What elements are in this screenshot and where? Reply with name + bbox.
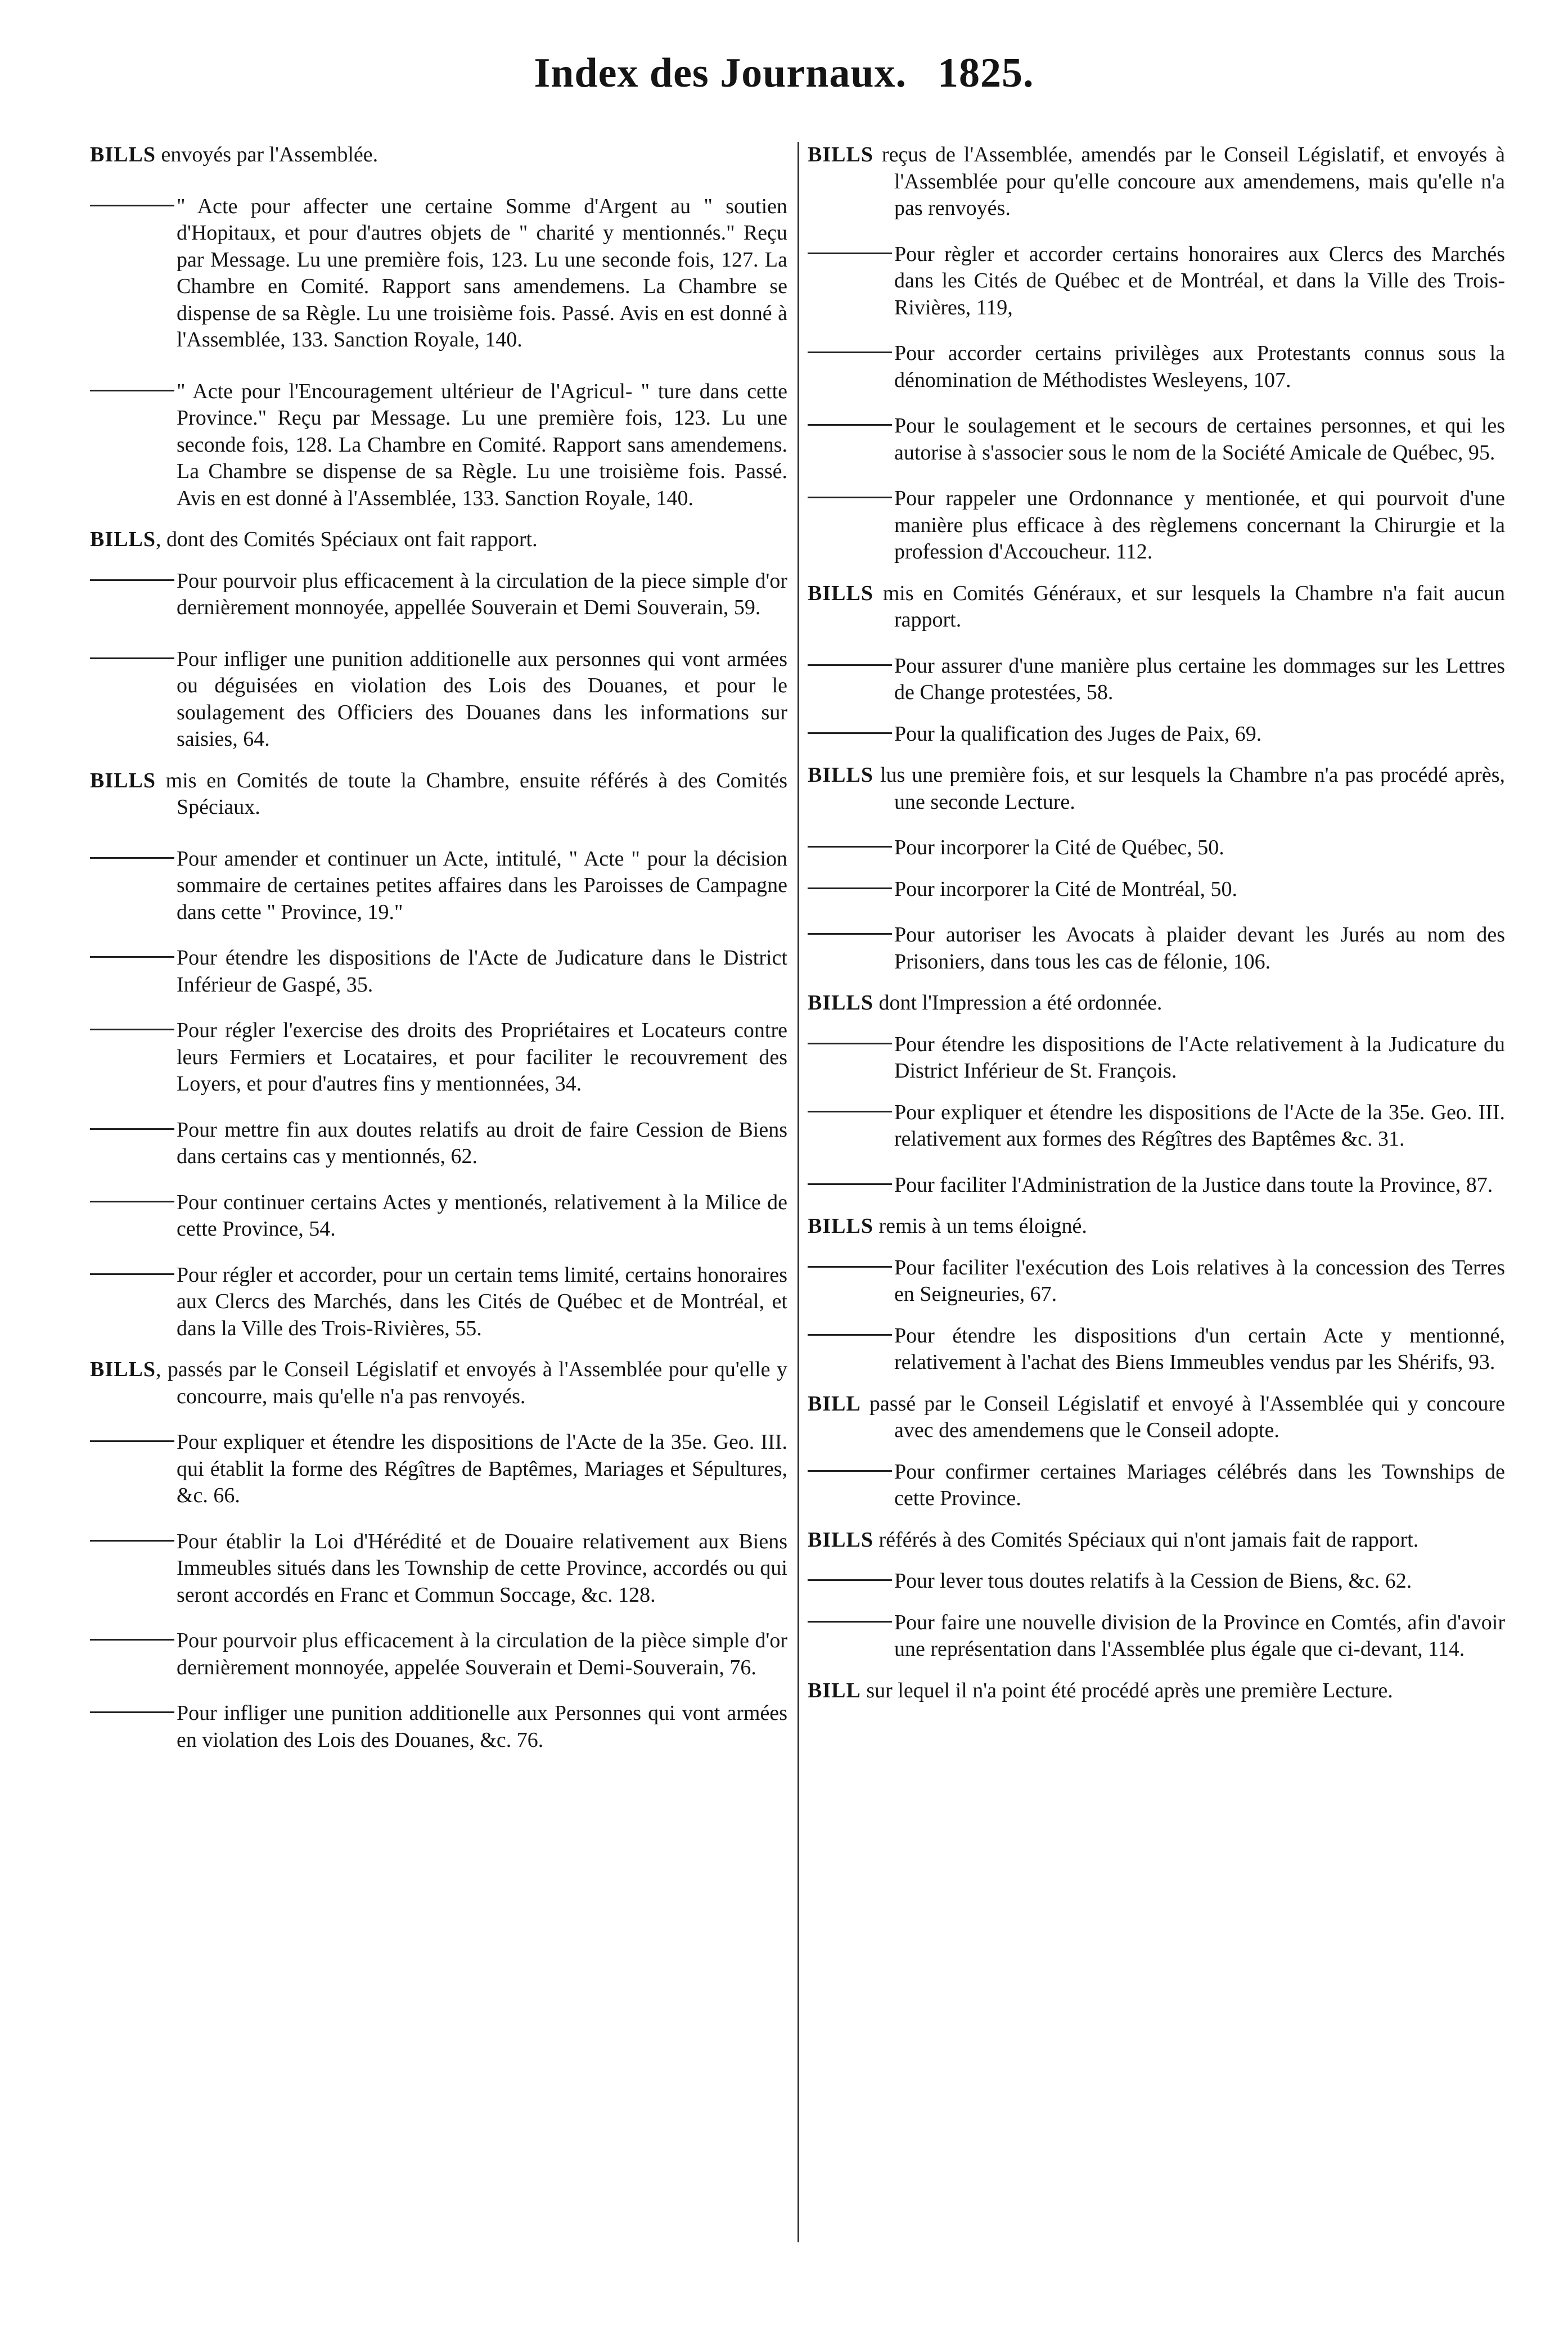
bill-entry (808, 922, 1505, 975)
bill-entry (90, 1628, 787, 1681)
entry-dash (90, 1711, 174, 1713)
heading-keyword: BILL (808, 1678, 861, 1702)
title-year: 1825. (938, 50, 1034, 96)
page-title (0, 49, 1568, 97)
section-heading (808, 1213, 1505, 1240)
entry-dash (90, 390, 174, 391)
bill-entry (808, 835, 1505, 862)
heading-keyword: BILLS (90, 528, 156, 551)
entry-dash (808, 1111, 892, 1112)
entry-dash (90, 1128, 174, 1130)
bill-entry (808, 1100, 1505, 1153)
entry-dash (808, 1043, 892, 1044)
heading-text: sur lequel il n'a point été procédé après une première Lecture. (860, 1678, 1393, 1702)
entry-text: Pour faciliter l'exécution des Lois relatives à la concession des Terres en Seigneuries, 67. (894, 1255, 1505, 1306)
heading-keyword: BILLS (808, 143, 873, 166)
bill-entry (90, 1262, 787, 1342)
entry-text: Pour la qualification des Juges de Paix, 69. (894, 722, 1262, 746)
bill-entry (90, 846, 787, 926)
bill-entry (808, 340, 1505, 394)
bill-entry (90, 568, 787, 621)
heading-text: lus une première fois, et sur lesquels la Chambre n'a pas procédé après, une seconde Lecture. (873, 763, 1505, 814)
heading-keyword: BILLS (90, 768, 156, 792)
entry-text: Pour infliger une punition additionelle aux personnes qui vont armées ou déguisées en violation des Lois des Douanes, et pour le soulagement des Officiers des Douanes dans les informations sur saisies, 64. (177, 647, 787, 751)
entry-text: Pour étendre les dispositions de l'Acte de Judicature dans le District Inférieur de Gaspé, 35. (177, 946, 787, 997)
entry-text: Pour assurer d'une manière plus certaine les dommages sur les Lettres de Change protestées, 58. (894, 654, 1505, 704)
bill-entry (808, 1255, 1505, 1308)
heading-keyword: BILLS (808, 1528, 873, 1552)
entry-dash (808, 424, 892, 426)
entry-dash (808, 1334, 892, 1336)
bill-entry (808, 876, 1505, 903)
heading-text: envoyés par l'Assemblée. (155, 143, 379, 166)
entry-dash (90, 579, 174, 581)
entry-text: Pour étendre les dispositions de l'Acte relativement à la Judicature du District Inférieur de St. François. (894, 1032, 1505, 1083)
entry-dash (90, 1639, 174, 1641)
entry-text: Pour continuer certains Actes y mentionés, relativement à la Milice de cette Province, 54. (177, 1190, 787, 1241)
entry-dash (808, 1183, 892, 1185)
entry-text: Pour expliquer et étendre les dispositions de l'Acte de la 35e. Geo. III. relativement aux formes des Régîtres des Baptêmes &c. 31. (894, 1100, 1505, 1151)
entry-dash (808, 732, 892, 734)
column-divider (797, 142, 799, 2242)
bill-entry (90, 1700, 787, 1754)
section-heading (808, 1391, 1505, 1444)
entry-text: Pour faire une nouvelle division de la Province en Comtés, afin d'avoir une représentation dans l'Assemblée plus égale que ci-devant, 114. (894, 1610, 1505, 1661)
section-heading (808, 762, 1505, 815)
entry-dash (808, 497, 892, 498)
entry-text: " Acte pour affecter une certaine Somme d'Argent au " soutien d'Hopitaux, et pour d'autres objets de " charité y mentionnés." Reçu par Message. Lu une première fois, 123. Lu une seconde fois, 127. La Chambre en Comité. Rapport sans amendemens. La Chambre se dispense de sa Règle. Lu une troisième fois. Passé. Avis en est donné à l'Assemblée, 133. Sanction Royale, 140. (177, 194, 787, 352)
section-heading (808, 142, 1505, 222)
heading-text: remis à un tems éloigné. (873, 1214, 1087, 1238)
entry-dash (808, 1579, 892, 1581)
bill-entry (90, 1529, 787, 1609)
left-column (90, 142, 787, 1754)
entry-dash (90, 1029, 174, 1030)
heading-keyword: BILLS (808, 1214, 873, 1238)
bill-entry (90, 1189, 787, 1243)
entry-text: Pour infliger une punition additionelle aux Personnes qui vont armées en violation des Lois des Douanes, &c. 76. (177, 1701, 787, 1752)
heading-keyword: BILL (808, 1391, 861, 1416)
entry-text: Pour autoriser les Avocats à plaider devant les Jurés au nom des Prisoniers, dans tous les cas de félonie, 106. (894, 923, 1505, 974)
entry-dash (90, 956, 174, 958)
entry-dash (808, 1621, 892, 1623)
bill-entry (808, 1459, 1505, 1512)
entry-text: Pour incorporer la Cité de Montréal, 50. (894, 877, 1237, 901)
bill-entry (90, 1017, 787, 1098)
section-heading (90, 526, 787, 553)
bill-entry (90, 379, 787, 512)
entry-dash (90, 205, 174, 206)
entry-text: Pour régler l'exercise des droits des Propriétaires et Locateurs contre leurs Fermiers et Locataires, et pour faciliter le recouvrement des Loyers, et pour d'autres fins y mentionnées, 34. (177, 1019, 787, 1096)
heading-keyword: BILLS (808, 581, 873, 605)
heading-keyword: BILLS (90, 143, 156, 166)
entry-dash (808, 887, 892, 889)
bill-entry (808, 1568, 1505, 1595)
entry-text: " Acte pour l'Encouragement ultérieur de l'Agricul- " ture dans cette Province." Reçu par Message. Lu une première fois, 123. Lu une seconde fois, 128. La Chambre en Comité. Rapport sans amendemens. La Chambre se dispense de sa Règle. Lu une troisième fois. Passé. Avis en est donné à l'Assemblée, 133. Sanction Royale, 140. (177, 379, 787, 510)
bill-entry (808, 241, 1505, 322)
entry-text: Pour règler et accorder certains honoraires aux Clercs des Marchés dans les Cités de Québec et de Montréal, et dans la Ville des Trois-Rivières, 119, (894, 242, 1505, 319)
entry-text: Pour lever tous doutes relatifs à la Cession de Biens, &c. 62. (894, 1569, 1412, 1593)
entry-dash (808, 846, 892, 848)
bill-entry (808, 413, 1505, 466)
entry-text: Pour établir la Loi d'Hérédité et de Douaire relativement aux Biens Immeubles situés dans les Township de cette Province, accordés ou qui seront accordés en Franc et Commun Soccage, &c. 128. (177, 1529, 787, 1607)
title-text: Index des Journaux. (534, 50, 907, 96)
entry-text: Pour régler et accorder, pour un certain tems limité, certains honoraires aux Clercs des Marchés, dans les Cités de Québec et de Montréal, et dans la Ville des Trois-Rivières, 55. (177, 1263, 787, 1340)
heading-text: mis en Comités de toute la Chambre, ensuite référés à des Comités Spéciaux. (155, 768, 787, 819)
entry-text: Pour incorporer la Cité de Québec, 50. (894, 836, 1224, 859)
section-heading (808, 1678, 1505, 1705)
heading-text: reçus de l'Assemblée, amendés par le Conseil Législatif, et envoyés à l'Assemblée pour qu'elle concoure aux amendemens, mais qu'elle n'a pas renvoyés. (873, 143, 1505, 220)
entry-dash (808, 352, 892, 353)
bill-entry (90, 1117, 787, 1170)
entry-text: Pour pourvoir plus efficacement à la circulation de la piece simple d'or dernièrement monnoyée, appellée Souverain et Demi Souverain, 59. (177, 569, 787, 619)
bill-entry (808, 721, 1505, 748)
heading-text: dont l'Impression a été ordonnée. (873, 991, 1163, 1015)
section-heading (90, 142, 787, 169)
entry-dash (808, 1266, 892, 1268)
section-heading (90, 1357, 787, 1410)
entry-text: Pour faciliter l'Administration de la Justice dans toute la Province, 87. (894, 1173, 1493, 1197)
entry-text: Pour amender et continuer un Acte, intitulé, " Acte " pour la décision sommaire de certaines petites affaires dans les Paroisses de Campagne dans cette " Province, 19." (177, 846, 787, 924)
section-heading (808, 1527, 1505, 1554)
entry-dash (90, 1201, 174, 1202)
heading-text: référés à des Comités Spéciaux qui n'ont jamais fait de rapport. (873, 1528, 1419, 1552)
entry-dash (808, 1470, 892, 1472)
heading-keyword: BILLS (808, 763, 873, 787)
heading-text: , dont des Comités Spéciaux ont fait rapport. (155, 528, 538, 551)
bill-entry (808, 485, 1505, 566)
bill-entry (90, 193, 787, 354)
bill-entry (808, 1031, 1505, 1085)
bill-entry (90, 1429, 787, 1510)
entry-text: Pour étendre les dispositions d'un certain Acte y mentionné, relativement à l'achat des Biens Immeubles vendus par les Shérifs, 93. (894, 1323, 1505, 1374)
entry-text: Pour rappeler une Ordonnance y mentionée, et qui pourvoit d'une manière plus efficace à des règlemens concernant la Chirurgie et la profession d'Accoucheur. 112. (894, 486, 1505, 564)
entry-dash (808, 253, 892, 254)
entry-text: Pour confirmer certaines Mariages célébrés dans les Townships de cette Province. (894, 1459, 1505, 1510)
entry-dash (90, 857, 174, 859)
entry-dash (90, 1540, 174, 1542)
heading-text: passé par le Conseil Législatif et envoyé à l'Assemblée qui y concoure avec des amendemens que le Conseil adopte. (860, 1391, 1505, 1442)
entry-text: Pour pourvoir plus efficacement à la circulation de la pièce simple d'or dernièrement monnoyée, appelée Souverain et Demi-Souverain, 76. (177, 1629, 787, 1679)
bill-entry (808, 1610, 1505, 1663)
bill-entry (808, 1323, 1505, 1376)
bill-entry (808, 1172, 1505, 1199)
section-heading (90, 768, 787, 821)
entry-text: Pour expliquer et étendre les dispositions de l'Acte de la 35e. Geo. III. qui établit la forme des Régîtres de Baptêmes, Mariages et Sépultures, &c. 66. (177, 1430, 787, 1507)
entry-dash (90, 657, 174, 659)
bill-entry (808, 653, 1505, 706)
entry-dash (808, 664, 892, 666)
bill-entry (90, 646, 787, 753)
heading-text: mis en Comités Généraux, et sur lesquels la Chambre n'a fait aucun rapport. (873, 581, 1505, 632)
section-heading (808, 990, 1505, 1017)
entry-dash (90, 1273, 174, 1275)
entry-dash (808, 933, 892, 935)
section-heading (808, 580, 1505, 634)
heading-keyword: BILLS (808, 991, 873, 1015)
heading-text: , passés par le Conseil Législatif et envoyés à l'Assemblée pour qu'elle y concourre, mais qu'elle n'a pas renvoyés. (155, 1358, 787, 1408)
entry-text: Pour le soulagement et le secours de certaines personnes, et qui les autorise à s'associer sous le nom de la Société Amicale de Québec, 95. (894, 414, 1505, 465)
bill-entry (90, 945, 787, 998)
right-column (808, 142, 1505, 1704)
entry-text: Pour mettre fin aux doutes relatifs au droit de faire Cession de Biens dans certains cas y mentionnés, 62. (177, 1118, 787, 1168)
entry-text: Pour accorder certains privilèges aux Protestants connus sous la dénomination de Méthodistes Wesleyens, 107. (894, 341, 1505, 392)
entry-dash (90, 1440, 174, 1442)
heading-keyword: BILLS (90, 1358, 156, 1381)
